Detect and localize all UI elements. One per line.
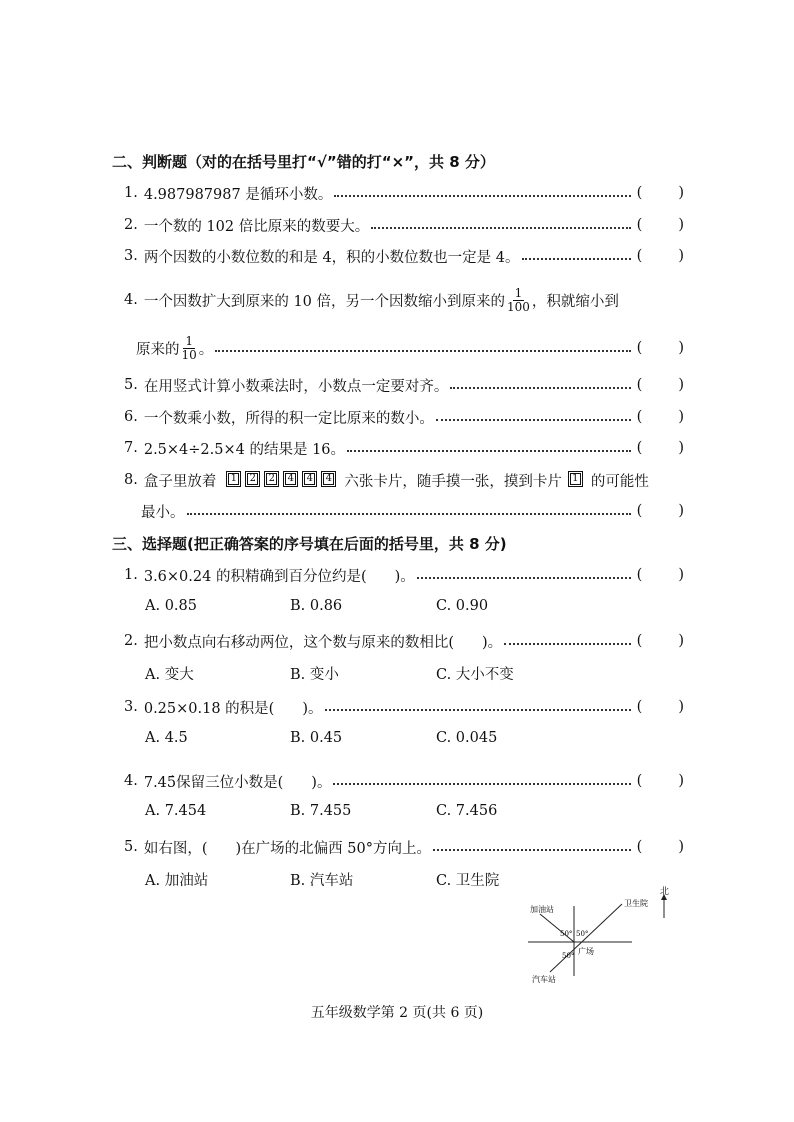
section-3-title: 三、选择题(把正确答案的序号填在后面的括号里，共 8 分) — [112, 535, 507, 553]
answer-paren-right: ) — [678, 567, 684, 583]
leader-dots — [334, 195, 630, 197]
option-b: B. 7.455 — [290, 803, 352, 819]
answer-paren-left: ( — [636, 503, 643, 519]
judge-question-4-line1 — [124, 285, 684, 315]
question-number: 5. — [124, 839, 138, 855]
answer-paren-left: ( — [636, 377, 643, 393]
question-text-cont: 最小。 — [141, 504, 185, 521]
choice-question-4 — [124, 770, 684, 792]
question-number: 5. — [124, 377, 138, 393]
answer-paren-left: ( — [636, 248, 643, 264]
denominator: 100 — [507, 299, 530, 314]
question-number: 4. — [124, 773, 138, 789]
answer-paren-left: ( — [636, 567, 643, 583]
answer-paren-right: ) — [678, 503, 684, 519]
page-footer: 五年级数学第 2 页(共 6 页) — [310, 1005, 484, 1021]
answer-paren-left: ( — [636, 699, 643, 715]
north-label: 北 — [660, 887, 670, 897]
question-text: 0.25×0.18 的积是( — [143, 700, 275, 717]
answer-paren-left: ( — [636, 217, 643, 233]
direction-diagram — [520, 884, 680, 990]
question-text-cont: ，积就缩小到 — [531, 293, 619, 310]
choice-question-2 — [124, 630, 684, 652]
leader-dots — [187, 513, 631, 515]
card: 2 — [264, 471, 279, 487]
option-a: A. 变大 — [145, 667, 194, 683]
denominator: 10 — [181, 347, 197, 362]
question-text: 4.987987987 是循环小数。 — [143, 186, 333, 203]
answer-paren-right: ) — [678, 217, 684, 233]
choice-question-3 — [124, 696, 684, 718]
option-b: B. 汽车站 — [290, 873, 354, 889]
question-text: 7.45̇保留三位小数是( — [143, 774, 284, 791]
leader-dots — [417, 577, 631, 579]
target-card: 1 — [568, 471, 583, 487]
choice-options-5 — [145, 869, 499, 890]
judge-question-1 — [124, 182, 684, 204]
option-c: C. 0.045 — [436, 730, 498, 746]
leader-dots — [215, 350, 630, 352]
question-text: 2.5×4÷2.5×4 的结果是 16。 — [143, 441, 346, 458]
section-2-title: 二、判断题（对的在括号里打“√”错的打“×”，共 8 分） — [112, 153, 495, 171]
leader-dots — [436, 419, 631, 421]
judge-question-7 — [124, 437, 684, 459]
question-number: 6. — [124, 409, 138, 425]
choice-options-3 — [145, 730, 497, 746]
answer-paren-left: ( — [636, 185, 643, 201]
choice-question-1 — [124, 564, 684, 586]
question-number: 2. — [124, 633, 138, 649]
option-a: A. 7.454 — [145, 803, 207, 819]
option-b: B. 变小 — [290, 667, 339, 683]
answer-paren-left: ( — [636, 340, 643, 356]
answer-paren-right: ) — [678, 773, 684, 789]
leader-dots — [371, 227, 630, 229]
question-text: 3.6×0.24 的积精确到百分位约是( — [143, 568, 367, 585]
leader-dots — [433, 849, 631, 851]
answer-paren-right: ) — [678, 248, 684, 264]
answer-paren-right: ) — [678, 440, 684, 456]
gas-station-label: 加油站 — [530, 905, 554, 914]
leader-dots — [504, 643, 630, 645]
clinic-label: 卫生院 — [624, 899, 648, 908]
question-text-cont: )。 — [394, 568, 415, 585]
answer-paren-left: ( — [636, 773, 643, 789]
choice-question-5 — [124, 836, 684, 858]
answer-paren-left: ( — [636, 633, 643, 649]
option-b: B. 0.45 — [290, 730, 343, 746]
answer-paren-right: ) — [678, 377, 684, 393]
question-text-cont: 。 — [198, 341, 214, 358]
square-label: 广场 — [578, 947, 594, 956]
question-text-cont: 的可能性 — [590, 473, 649, 490]
question-text: 两个因数的小数位数的和是 4，积的小数位数也一定是 4。 — [143, 249, 520, 266]
judge-question-2 — [124, 214, 684, 236]
leader-dots — [522, 258, 631, 260]
option-a: A. 加油站 — [145, 873, 209, 889]
answer-paren-right: ) — [678, 633, 684, 649]
answer-paren-left: ( — [636, 440, 643, 456]
question-text-cont: )。 — [482, 634, 503, 651]
question-number: 2. — [124, 217, 138, 233]
judge-question-3 — [124, 245, 684, 267]
answer-paren-left: ( — [636, 409, 643, 425]
question-number: 3. — [124, 699, 138, 715]
option-a: A. 0.85 — [145, 598, 197, 614]
question-number: 1. — [124, 185, 138, 201]
judge-question-6 — [124, 406, 684, 428]
numerator: 1 — [185, 333, 193, 348]
question-text-cont: )在广场的北偏西 50°方向上。 — [235, 840, 431, 857]
card-row — [226, 472, 340, 488]
question-text: 把小数点向右移动两位，这个数与原来的数相比( — [143, 634, 454, 651]
question-number: 4. — [124, 292, 138, 308]
answer-paren-right: ) — [678, 409, 684, 425]
question-text-cont: 六张卡片，随手摸一张，摸到卡片 — [344, 473, 562, 490]
answer-paren-right: ) — [678, 699, 684, 715]
numerator: 1 — [514, 285, 523, 300]
question-text: 在用竖式计算小数乘法时，小数点一定要对齐。 — [143, 378, 449, 395]
question-text: 盒子里放着 — [143, 473, 217, 490]
question-text: 一个数的 102 倍比原来的数要大。 — [143, 218, 370, 235]
answer-paren-right: ) — [678, 839, 684, 855]
judge-question-5 — [124, 374, 684, 396]
fraction-one-hundredth — [507, 287, 530, 314]
question-text-cont: )。 — [302, 700, 323, 717]
judge-question-4-line2 — [136, 333, 684, 363]
option-c: C. 0.90 — [436, 598, 489, 614]
card: 4 — [283, 471, 298, 487]
option-b: B. 0.86 — [290, 598, 343, 614]
card: 1 — [226, 471, 241, 487]
judge-question-8-line2 — [141, 500, 684, 522]
option-a: A. 4.5 — [145, 730, 188, 746]
card: 4 — [302, 471, 317, 487]
question-number: 8. — [124, 472, 138, 488]
judge-question-8-line1 — [124, 469, 684, 491]
choice-options-2 — [145, 663, 514, 684]
angle-label: 50° — [576, 930, 589, 938]
leader-dots — [347, 450, 631, 452]
bus-station-label: 汽车站 — [532, 975, 556, 984]
option-c: C. 卫生院 — [436, 873, 500, 889]
answer-paren-left: ( — [636, 839, 643, 855]
question-text: 一个因数扩大到原来的 10 倍，另一个因数缩小到原来的 — [143, 293, 506, 310]
line-to-clinic — [550, 904, 622, 972]
question-number: 3. — [124, 248, 138, 264]
answer-paren-right: ) — [678, 185, 684, 201]
option-c: C. 7.456 — [436, 803, 498, 819]
question-number: 7. — [124, 440, 138, 456]
question-text: 如右图，( — [143, 840, 208, 857]
fraction-one-tenth — [182, 335, 197, 362]
option-c: C. 大小不变 — [436, 667, 514, 683]
leader-dots — [450, 387, 630, 389]
answer-paren-right: ) — [678, 340, 684, 356]
choice-options-1 — [145, 598, 488, 614]
leader-dots — [333, 783, 630, 785]
leader-dots — [325, 709, 631, 711]
question-text-cont: 原来的 — [136, 341, 180, 358]
question-text: 一个数乘小数，所得的积一定比原来的数小。 — [143, 410, 434, 427]
choice-options-4 — [145, 803, 497, 819]
card: 2 — [245, 471, 260, 487]
question-number: 1. — [124, 567, 138, 583]
angle-label: 50° — [562, 952, 575, 960]
angle-label: 50° — [560, 930, 573, 938]
card: 4 — [321, 471, 336, 487]
question-text-cont: )。 — [311, 774, 332, 791]
